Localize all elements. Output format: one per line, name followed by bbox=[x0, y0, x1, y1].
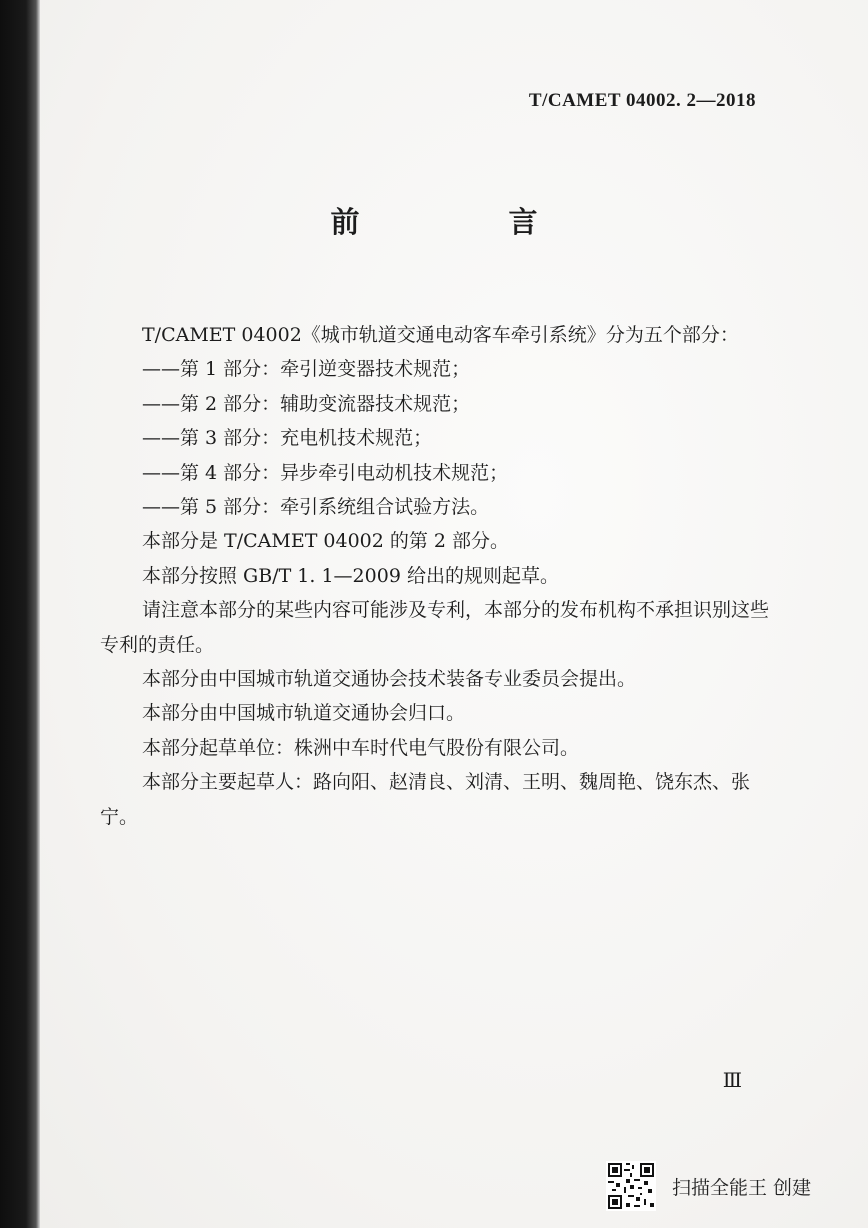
list-item-part-1: ——第 1 部分：牵引逆变器技术规范； bbox=[142, 358, 471, 381]
paragraph-drafting-unit: 本部分起草单位：株洲中车时代电气股份有限公司。 bbox=[142, 736, 580, 759]
standard-code: T/CAMET 04002. 2—2018 bbox=[528, 90, 756, 111]
page-title: 前 言 bbox=[330, 205, 598, 239]
watermark-text: 扫描全能王 创建 bbox=[672, 1176, 812, 1199]
list-item-part-5: ——第 5 部分：牵引系统组合试验方法。 bbox=[142, 496, 490, 519]
list-item-part-2: ——第 2 部分：辅助变流器技术规范； bbox=[142, 392, 471, 415]
paragraph-parts-intro: T/CAMET 04002《城市轨道交通电动客车牵引系统》分为五个部分： bbox=[142, 324, 739, 346]
list-item-part-4: ——第 4 部分：异步牵引电动机技术规范； bbox=[142, 461, 509, 484]
scanner-watermark bbox=[606, 1160, 811, 1212]
scan-binding-edge bbox=[0, 0, 40, 1228]
list-item-part-3: ——第 3 部分：充电机技术规范； bbox=[142, 427, 433, 450]
paragraph-centralized-by: 本部分由中国城市轨道交通协会归口。 bbox=[142, 702, 466, 725]
paragraph-proposed-by: 本部分由中国城市轨道交通协会技术装备专业委员会提出。 bbox=[142, 668, 637, 691]
paragraph-drafting-rules: 本部分按照 GB/T 1. 1—2009 给出的规则起草。 bbox=[142, 564, 559, 587]
paragraph-patent-notice: 请注意本部分的某些内容可能涉及专利，本部分的发布机构不承担识别这些专利的责任。 bbox=[100, 599, 770, 656]
paragraph-drafters: 本部分主要起草人：路向阳、赵清良、刘清、王明、魏周艳、饶东杰、张宁。 bbox=[100, 771, 751, 828]
paragraph-this-part: 本部分是 T/CAMET 04002 的第 2 部分。 bbox=[142, 530, 510, 553]
page-number: Ⅲ bbox=[722, 1068, 742, 1092]
preface-body bbox=[100, 318, 772, 834]
qr-code-icon bbox=[606, 1161, 656, 1211]
